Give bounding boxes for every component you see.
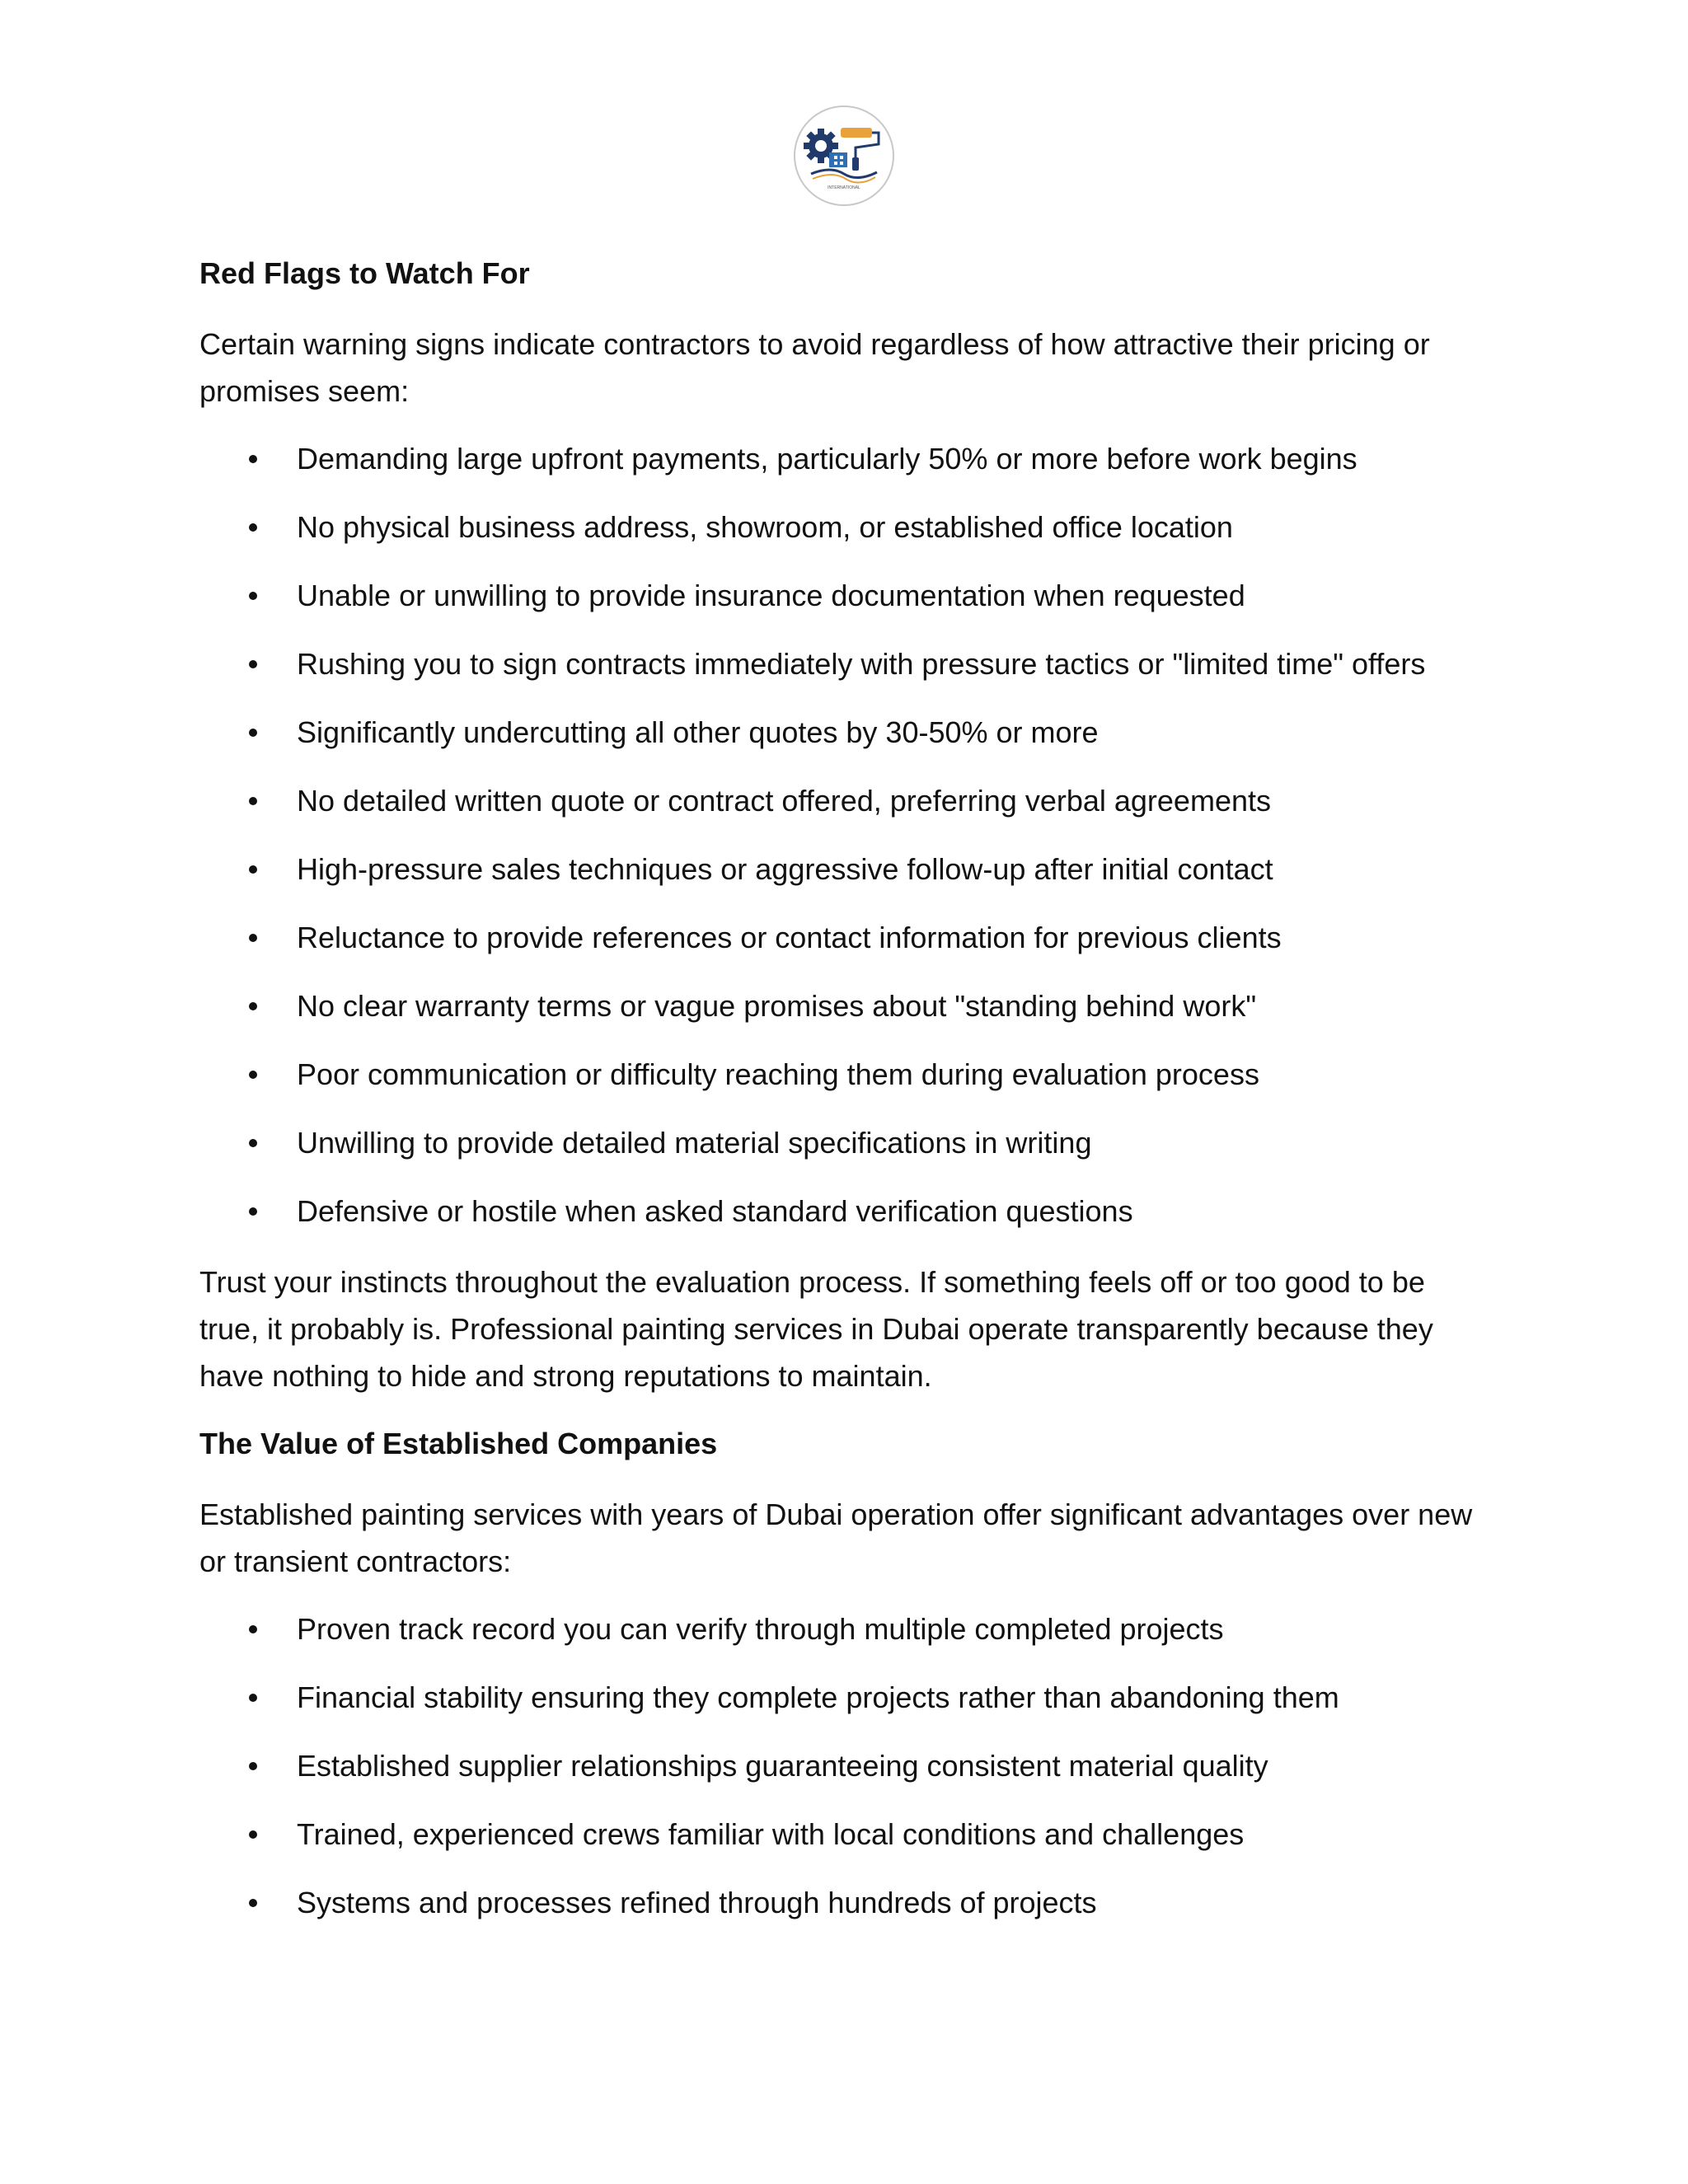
list-item-text: Significantly undercutting all other quotes by 30-50% or more <box>297 715 1099 749</box>
list-item-text: Demanding large upfront payments, particularly 50% or more before work begins <box>297 442 1357 476</box>
bullet-icon <box>249 660 257 668</box>
list-item <box>199 1053 1485 1096</box>
bullet-icon <box>249 1899 257 1907</box>
list-item <box>199 574 1485 617</box>
list-item <box>199 506 1485 549</box>
bullet-icon <box>249 797 257 805</box>
advantages-list <box>199 1608 1485 1924</box>
bullet-icon <box>249 455 257 463</box>
section-intro: Established painting services with years of Dubai operation offer significant advantages over new or transient contractors: <box>199 1497 1473 1578</box>
list-item-text: Established supplier relationships guaranteeing consistent material quality <box>297 1749 1268 1783</box>
list-item <box>199 916 1485 959</box>
list-item-text: No physical business address, showroom, or established office location <box>297 510 1233 544</box>
list-item <box>199 1745 1485 1788</box>
document-body <box>199 252 1485 1950</box>
list-item-text: High-pressure sales techniques or aggressive follow-up after initial contact <box>297 852 1273 886</box>
svg-text:INTERNATIONAL: INTERNATIONAL <box>828 185 860 190</box>
list-item <box>199 848 1485 891</box>
section-heading: Red Flags to Watch For <box>199 256 530 290</box>
list-item <box>199 1190 1485 1233</box>
gear-and-paint-roller-logo-icon <box>793 105 895 207</box>
bullet-icon <box>249 523 257 532</box>
list-item <box>199 1122 1485 1165</box>
bullet-icon <box>249 1207 257 1216</box>
list-item-text: Proven track record you can verify through multiple completed projects <box>297 1612 1224 1646</box>
list-item-text: Trained, experienced crews familiar with local conditions and challenges <box>297 1817 1245 1851</box>
bullet-icon <box>249 1625 257 1633</box>
bullet-icon <box>249 1139 257 1147</box>
list-item <box>199 985 1485 1028</box>
bullet-icon <box>249 1002 257 1010</box>
list-item-text: Defensive or hostile when asked standard verification questions <box>297 1194 1133 1228</box>
list-item <box>199 711 1485 754</box>
section-intro: Certain warning signs indicate contractors to avoid regardless of how attractive their pricing or promises seem: <box>199 327 1430 408</box>
list-item-text: Unable or unwilling to provide insurance documentation when requested <box>297 579 1245 612</box>
list-item <box>199 438 1485 480</box>
bullet-icon <box>249 1762 257 1770</box>
list-item <box>199 643 1485 686</box>
list-item-text: Poor communication or difficulty reaching them during evaluation process <box>297 1057 1259 1091</box>
section-heading: The Value of Established Companies <box>199 1427 718 1460</box>
bullet-icon <box>249 1071 257 1079</box>
list-item <box>199 780 1485 823</box>
bullet-icon <box>249 729 257 737</box>
list-item <box>199 1813 1485 1856</box>
list-item-text: Rushing you to sign contracts immediately with pressure tactics or "limited time" offers <box>297 647 1426 681</box>
list-item <box>199 1608 1485 1651</box>
list-item-text: Systems and processes refined through hundreds of projects <box>297 1886 1097 1919</box>
list-item-text: Reluctance to provide references or contact information for previous clients <box>297 921 1282 954</box>
bullet-icon <box>249 865 257 874</box>
section-closing: Trust your instincts throughout the evaluation process. If something feels off or too good to be true, it probably is. Professional painting services in Dubai operate transparently because they have nothing to hide and strong reputations to maintain. <box>199 1265 1433 1393</box>
list-item <box>199 1676 1485 1719</box>
bullet-icon <box>249 1830 257 1839</box>
bullet-icon <box>249 592 257 600</box>
list-item-text: No detailed written quote or contract offered, preferring verbal agreements <box>297 784 1271 818</box>
list-item-text: Financial stability ensuring they complete projects rather than abandoning them <box>297 1680 1339 1714</box>
bullet-icon <box>249 1694 257 1702</box>
bullet-icon <box>249 934 257 942</box>
list-item <box>199 1882 1485 1924</box>
list-item-text: Unwilling to provide detailed material specifications in writing <box>297 1126 1092 1160</box>
list-item-text: No clear warranty terms or vague promises about "standing behind work" <box>297 989 1257 1023</box>
red-flags-list <box>199 438 1485 1233</box>
company-logo <box>793 105 895 207</box>
